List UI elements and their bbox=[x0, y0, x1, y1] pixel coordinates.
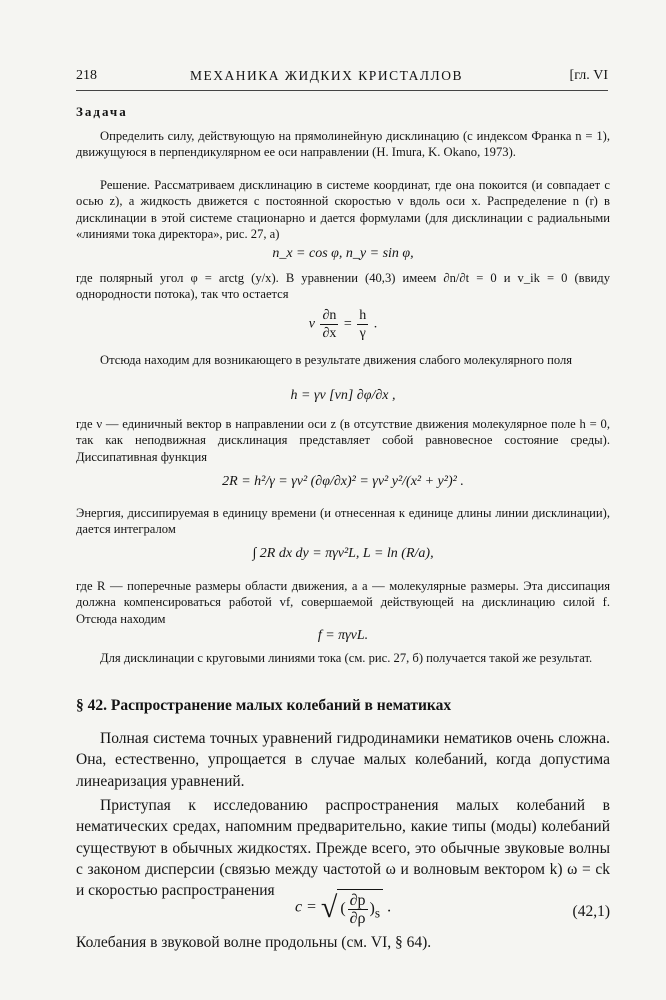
eq-sound-lhs: c = bbox=[294, 898, 317, 916]
running-title: МЕХАНИКА ЖИДКИХ КРИСТАЛЛОВ bbox=[190, 68, 463, 83]
text-polar-angle: где полярный угол φ = arctg (y/x). В уравнении (40,3) имеем ∂n/∂t = 0 и v_ik = 0 (ввиду однородности потока), так что остается bbox=[76, 271, 610, 302]
section-paragraph-2: Приступая к исследованию распространения малых колебаний в нематических средах, напомним предварительно, какие типы (моды) колебаний существуют в обычных жидкостях. Прежде всего, это обычные звуковые волны с законом дисперсии (связью между частотой ω и волновым вектором k) ω = ck и скоростью распространения bbox=[76, 797, 610, 900]
eq2-lhs: v bbox=[308, 316, 315, 332]
equation-integral: ∫ 2R dx dy = πγv²L, L = ln (R/a), bbox=[252, 546, 434, 561]
sqrt-radicand: ( $\frac{\partial p}{\partial\rho}$ )$_s$ bbox=[337, 889, 383, 927]
chapter-label: [гл. VI bbox=[569, 68, 608, 83]
section-paragraph-3: Колебания в звуковой волне продольны (см. VI, § 64). bbox=[76, 934, 432, 951]
page-number: 218 bbox=[76, 68, 97, 83]
equation-number: (42,1) bbox=[572, 903, 610, 920]
text-energy: Энергия, диссипируемая в единицу времени (и отнесенная к единице длины линии дисклинации), дается интегралом bbox=[76, 506, 610, 537]
equation-sound-speed: c = √ ( $\frac{\partial p}{\partial\rho}$ )$_s$ . bbox=[294, 891, 392, 927]
section-heading: § 42. Распространение малых колебаний в нематиках bbox=[76, 697, 452, 714]
problem-statement: Определить силу, действующую на прямолинейную дисклинацию (с индексом Франка n = 1), движущуюся в перпендикулярном ее оси направлении (H. Imura, K. Okano, 1973). bbox=[76, 129, 610, 160]
section-paragraph-1: Полная система точных уравнений гидродинамики нематиков очень сложна. Она, естественно, упрощается в случае малых колебаний, когда допустима линеаризация уравнений. bbox=[76, 730, 610, 790]
sqrt-sign: √ bbox=[320, 891, 338, 924]
equation-director: n_x = cos φ, n_y = sin φ, bbox=[272, 246, 414, 261]
eq2-fraction: $\frac{\partial n}{\partial x}$ bbox=[322, 308, 337, 341]
text-circular: Для дисклинации с круговыми линиями тока (см. рис. 27, б) получается такой же результат. bbox=[100, 651, 593, 665]
header-rule bbox=[76, 90, 608, 91]
equation-field-h: h = γv [νn] ∂φ/∂x , bbox=[290, 388, 396, 403]
running-header bbox=[76, 68, 608, 88]
problem-label: Задача bbox=[76, 104, 128, 119]
text-molecular-field: Отсюда находим для возникающего в результате движения слабого молекулярного поля bbox=[100, 353, 573, 367]
text-dimensions: где R — поперечные размеры области движения, а a — молекулярные размеры. Эта диссипация должна компенсироваться работой vf, совершаемой действующей на дисклинацию силой f. Отсюда находим bbox=[76, 579, 610, 626]
equation-stationary: v $\frac{\partial n}{\partial x}$ = $\frac{h}{\gamma}$ . bbox=[308, 308, 378, 341]
eq2-rhs-fraction: $\frac{h}{\gamma}$ bbox=[359, 308, 367, 341]
equation-force: f = πγvL. bbox=[317, 628, 369, 643]
solution-paragraph: Решение. Рассматриваем дисклинацию в системе координат, где она покоится (и совпадает с осью z), а жидкость движется с постоянной скоростью v вдоль оси x. Распределение n (r) в дисклинации в этой системе стационарно и дается формулами (для дисклинации с радиальными «линиями тока директора», рис. 27, а) bbox=[76, 178, 610, 242]
equation-dissipation: 2R = h²/γ = γv² (∂φ/∂x)² = γv² y²/(x² + y²)² . bbox=[222, 474, 464, 489]
text-unit-vector: где ν — единичный вектор в направлении оси z (в отсутствие движения молекулярное поле h = 0, так как неподвижная дисклинация представляет собой равновесное состояние среды). Диссипативная функция bbox=[76, 417, 610, 464]
